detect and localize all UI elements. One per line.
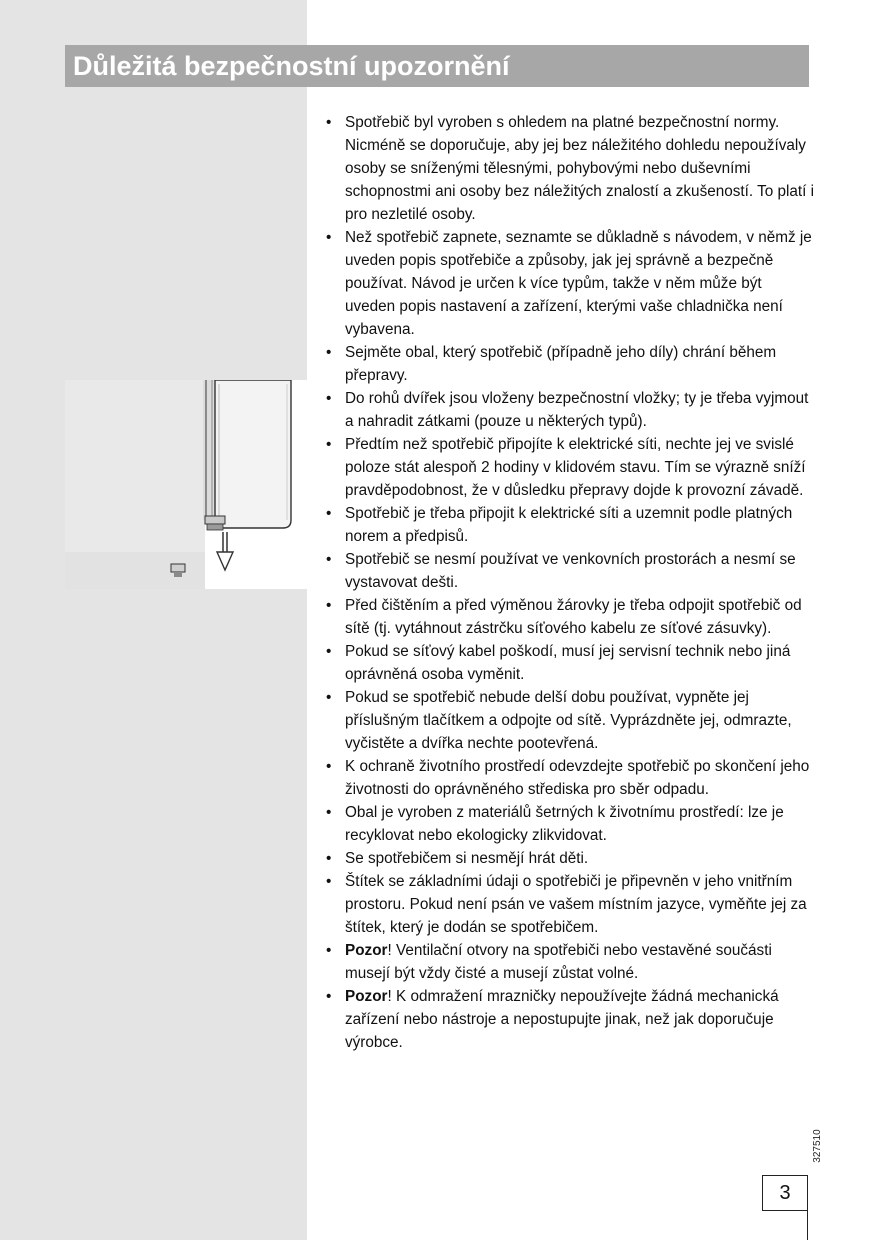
list-item	[324, 755, 816, 801]
item-text: Před čištěním a před výměnou žárovky je třeba odpojit spotřebič od sítě (tj. vytáhnout zástrčku síťového kabelu ze síťové zásuvky).	[345, 597, 802, 637]
bullet-icon: •	[326, 597, 332, 614]
fridge-door-drawing	[65, 380, 307, 589]
item-text: K ochraně životního prostředí odevzdejte spotřebič po skončení jeho životnosti do oprávněného střediska pro sběr odpadu.	[345, 758, 810, 798]
list-item	[324, 801, 816, 847]
item-text: Obal je vyroben z materiálů šetrných k životnímu prostředí: lze je recyklovat nebo ekologicky zlikvidovat.	[345, 804, 784, 844]
bullet-icon: •	[326, 229, 332, 246]
page-number-box	[762, 1175, 808, 1211]
bullet-icon: •	[326, 804, 332, 821]
document-code-text: 327510	[812, 1129, 823, 1163]
item-text: Do rohů dvířek jsou vloženy bezpečnostní vložky; ty je třeba vyjmout a nahradit zátkami (pouze u některých typů).	[345, 390, 809, 430]
list-item	[324, 686, 816, 755]
item-text: Štítek se základními údaji o spotřebiči je připevněn v jeho vnitřním prostoru. Pokud není psán ve vašem místním jazyce, vyměňte jej za štítek, který je dodán se spotřebičem.	[345, 873, 807, 936]
item-text: Spotřebič byl vyroben s ohledem na platné bezpečnostní normy. Nicméně se doporučuje, aby jej bez náležitého dohledu nepoužívaly osoby se sníženými tělesnými, pohybovými nebo duševními schopnostmi ani osoby bez náležitých znalostí a zkušeností. To platí i pro nezletilé osoby.	[345, 114, 815, 223]
bullet-icon: •	[326, 390, 332, 407]
bullet-icon: •	[326, 988, 332, 1005]
bullet-icon: •	[326, 758, 332, 775]
list-item	[324, 226, 816, 341]
item-text: Než spotřebič zapnete, seznamte se důkladně s návodem, v němž je uveden popis spotřebiče a způsoby, jak jej správně a bezpečně používat. Návod je určen k více typům, takže v něm může být uveden popis nastavení a zařízení, kterými vaše chladnička není vybavena.	[345, 229, 812, 338]
item-text: ! K odmražení mrazničky nepoužívejte žádná mechanická zařízení nebo nástroje a nepostupujte jinak, než jak doporučuje výrobce.	[345, 988, 779, 1051]
bullet-icon: •	[326, 505, 332, 522]
item-text: Se spotřebičem si nesmějí hrát děti.	[345, 850, 589, 867]
hinge	[205, 516, 225, 524]
cabinet-edge	[203, 380, 215, 520]
item-text: ! Ventilační otvory na spotřebiči nebo vestavěné součásti musejí být vždy čisté a musejí zůstat volné.	[345, 942, 772, 982]
item-text: Spotřebič je třeba připojit k elektrické síti a uzemnit podle platných norem a předpisů.	[345, 505, 793, 545]
item-text: Sejměte obal, který spotřebič (případně jeho díly) chrání během přepravy.	[345, 344, 777, 384]
list-item	[324, 870, 816, 939]
list-item	[324, 433, 816, 502]
list-item	[324, 939, 816, 985]
bullet-icon: •	[326, 643, 332, 660]
foot	[171, 564, 185, 572]
bullet-icon: •	[326, 873, 332, 890]
arrow-down-icon	[217, 532, 233, 570]
list-item	[324, 548, 816, 594]
page-title: Důležitá bezpečnostní upozornění	[73, 51, 510, 81]
door-panel	[215, 380, 291, 528]
list-item	[324, 594, 816, 640]
bullet-icon: •	[326, 689, 332, 706]
item-text: Předtím než spotřebič připojíte k elektrické síti, nechte jej ve svislé poloze stát alespoň 2 hodiny v klidovém stavu. Tím se výrazně sníží pravděpodobnost, že v důsledku přepravy dojde k provozní závadě.	[345, 436, 806, 499]
bullet-icon: •	[326, 344, 332, 361]
list-item	[324, 111, 816, 226]
list-item	[324, 847, 816, 870]
list-item	[324, 387, 816, 433]
document-code	[810, 1128, 826, 1168]
left-margin-band	[0, 0, 307, 1240]
item-text: Pokud se spotřebič nebude delší dobu používat, vypněte jej příslušným tlačítkem a odpojte od sítě. Vyprázdněte jej, odmrazte, vyčistěte a dvířka nechte pootevřená.	[345, 689, 792, 752]
section-title-bar	[65, 45, 809, 87]
warning-label: Pozor	[345, 988, 388, 1005]
list-item	[324, 985, 816, 1054]
page-number: 3	[779, 1182, 791, 1204]
page-number-rule	[807, 1209, 808, 1240]
list-item	[324, 640, 816, 686]
list-item	[324, 502, 816, 548]
bullet-icon: •	[326, 942, 332, 959]
safety-notices-list	[324, 111, 816, 1054]
list-item	[324, 341, 816, 387]
item-text: Spotřebič se nesmí používat ve venkovních prostorách a nesmí se vystavovat dešti.	[345, 551, 796, 591]
item-text: Pokud se síťový kabel poškodí, musí jej servisní technik nebo jiná oprávněná osoba vyměnit.	[345, 643, 791, 683]
bullet-icon: •	[326, 551, 332, 568]
warning-label: Pozor	[345, 942, 388, 959]
bullet-icon: •	[326, 436, 332, 453]
bullet-icon: •	[326, 114, 332, 131]
bullet-icon: •	[326, 850, 332, 867]
fridge-door-illustration	[65, 380, 307, 589]
